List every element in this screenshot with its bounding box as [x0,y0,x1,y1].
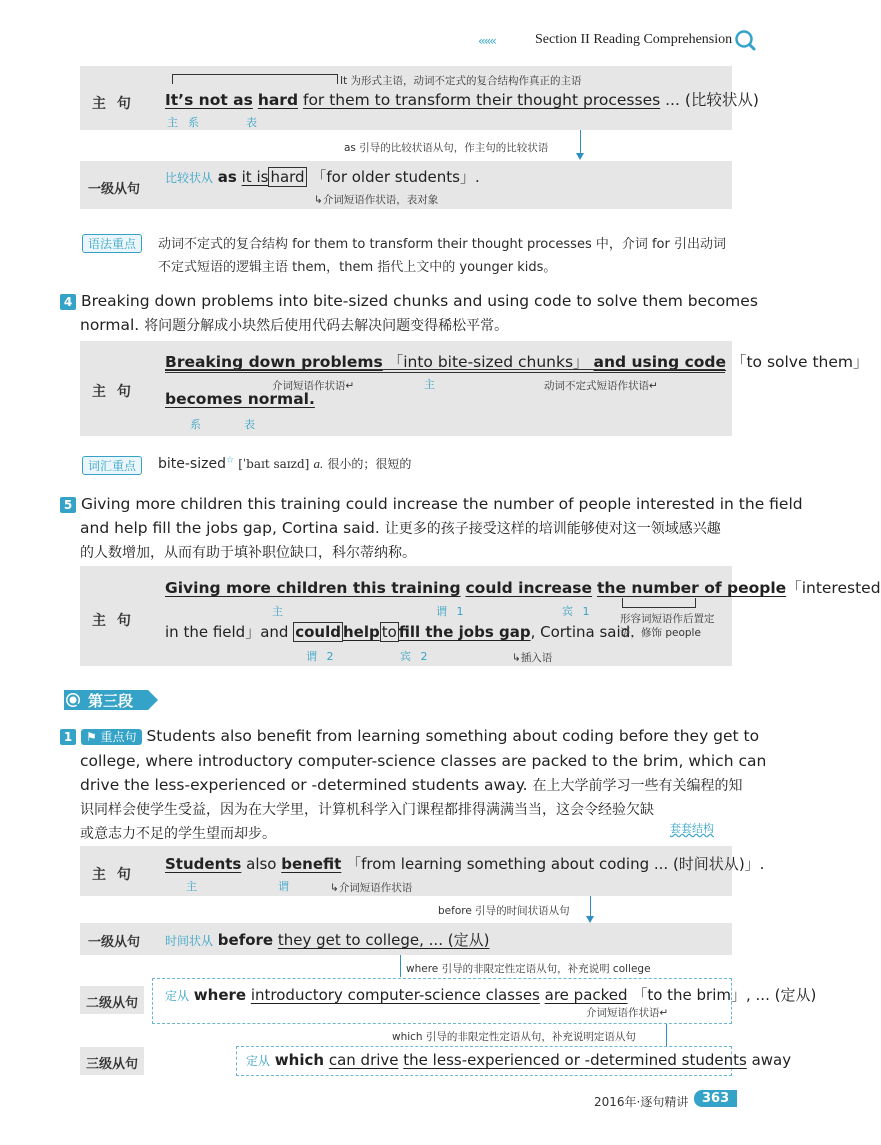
s3-sub2-packed: are packed [544,986,628,1004]
item5-r-zhu: 主 [272,605,286,618]
s3-sub3-sentence [246,1051,791,1069]
label-sub1: 一级从句 [88,182,141,197]
vocab-word: bite-sized [158,456,226,472]
item5-s-interested: 「interested [786,579,881,597]
item4-role-biao: 表 [244,418,258,431]
item5-s-to: to [381,623,397,641]
block1-sub-note: ↳介词短语作状语，表对象 [314,194,439,206]
s3-main-benefit: benefit [281,855,342,873]
s3-item1-cn-1: 在上大学前学习一些有关编程的知 [532,778,743,794]
label-main-s3: 主 句 [92,867,134,883]
grammar-line-2: 不定式短语的逻辑主语 them，them 指代上文中的 younger kids。 [158,260,557,275]
item5-r-bin1: 宾 1 [562,605,593,618]
sub-it-is: it is [241,168,269,186]
s3-item1-en-line2: college, where introductory computer-science classes are packed to the brim, which can [80,752,767,770]
label-sub3: 三级从句 [86,1057,139,1072]
s3-sub3-which: which [274,1051,325,1069]
vocab-phonetic: [ˈbaɪt saɪzd] [238,457,310,471]
sentence-for-them: for them to transform their thought processes [302,91,661,109]
s3-sub2-classes: introductory computer-science classes [250,986,540,1004]
s3-sub3-tag: 定从 [246,1054,271,1068]
item5-en-line1: Giving more children this training could increase the number of people interested in the field [80,495,803,513]
vocab-tag: 词汇重点 [82,456,142,475]
item4-sentence-line2 [165,390,315,408]
s3-main-sentence [165,853,764,874]
section3-header [60,688,160,712]
block1-link-line [580,130,581,155]
page-number: 363 [694,1090,737,1107]
label-sub2: 二级从句 [86,996,139,1011]
sentence-ellipsis: ... (比较状从) [665,91,759,109]
s3-sub3-away: away [751,1051,792,1069]
label-main-5: 主 句 [92,613,134,629]
sub-as: as [217,168,237,186]
s3-main-also: also [246,855,277,873]
s3-sub2-where: where [193,986,247,1004]
s3-link3-line [666,1024,667,1046]
s3-item1-en-line3: drive the less-experienced or -determined students away. [80,776,528,794]
block1-sub-sentence [165,166,480,187]
s3-link1-line [590,896,591,918]
s3-sub3-students: the less-experienced or -determined students [403,1051,747,1069]
vocab-pos: a. [313,456,324,471]
s3-link3-note: which 引导的非限定性定语从句，补充说明定语从句 [392,1031,636,1043]
s3-item1-text [60,724,767,846]
sub-tag-comparison: 比较状从 [165,171,214,185]
s3-item1-cn-2: 识同样会使学生受益，因为在大学里，计算机科学入门课程都排得满满当当，这会令经验欠缺 [80,802,654,818]
item5-s-cortina: , Cortina said. [530,623,635,641]
s3-item1-en-line1: Students also benefit from learning something about coding before they get to [146,727,760,745]
item4-s-becomes: becomes normal. [165,390,315,408]
search-icon [734,29,756,51]
s3-main-from: 「from learning something about coding ... (时间状从)」. [346,855,765,873]
s3-sub2-tag: 定从 [165,989,190,1003]
block1-link-note: as 引导的比较状语从句，作主句的比较状语 [344,142,549,154]
s3-sub1-before: before [217,931,274,949]
s3-main-note: ↳介词短语作状语 [330,882,413,894]
item4-s-using: and using code [593,353,727,371]
vocab-cn: 很小的；很短的 [327,457,412,471]
key-sentence-tag: ⚑ 重点句 [81,729,142,745]
item4-s-solve: 「to solve them」 [730,353,869,371]
block1-link-arrow [576,153,584,160]
section3-title: 第三段 [88,692,134,710]
s3-link2-line [400,955,401,977]
role-zhu: 主 [167,116,181,129]
s3-sub2-note: 介词短语作状语↵ [586,1007,669,1019]
grammar-line-1: 动词不定式的复合结构 for them to transform their thought processes 中，介词 for 引出动词 [158,237,726,252]
s3-main-r-zhu: 主 [186,880,200,893]
sentence-its-not: It’s not as [165,91,253,109]
s3-sub2-sentence [165,984,816,1005]
role-biao: 表 [246,116,260,129]
item5-sentence-line2 [165,621,635,642]
sentence-hard: hard [257,91,299,109]
item5-note-right: 形容词短语作后置定 语，修饰 people [620,613,715,639]
s3-link2-note: where 引导的非限定性定语从句，补充说明 college [406,963,651,975]
sub-rest: 「for older students」. [311,168,480,186]
sub-hard: hard [270,168,305,186]
grammar-tag: 语法重点 [82,234,142,253]
item4-note-left: 介词短语作状语↵ [272,380,355,392]
item4-s-breaking: Breaking down problems [165,353,383,371]
item4-role-xi: 系 [190,418,204,431]
item5-en-line2: and help fill the jobs gap, Cortina said. [80,519,380,537]
item5-bracket [622,598,696,608]
item4-num: 4 [60,294,76,310]
s3-sub1-they: they get to college, ... (定从) [277,931,490,949]
footer-text: 2016年·逐句精讲 [594,1095,689,1109]
item4-text [60,289,758,338]
s3-sub1-tag: 时间状从 [165,934,214,948]
header-arrows: ‹‹‹‹‹‹ [478,34,495,48]
block1-top-note: It 为形式主语，动词不定式的复合结构作真正的主语 [340,75,582,87]
item4-en-line1: Breaking down problems into bite-sized chunks and using code to solve them becomes [80,292,758,310]
item5-cn-1: 让更多的孩子接受这样的培训能够使对这一领域感兴趣 [384,521,721,537]
block1-top-bracket [172,74,338,84]
item5-sentence-line1 [165,576,881,598]
item4-s-into: 「into bite-sized chunks」 [387,353,589,371]
s3-item1-num: 1 [60,729,76,745]
item5-s-field: in the field」and [165,623,289,641]
section-title: Section II Reading Comprehension [535,32,733,47]
s3-main-r-wei: 谓 [278,880,292,893]
item4-double-line [165,369,725,373]
s3-link1-note: before 引导的时间状语从句 [438,905,570,917]
label-main: 主 句 [92,96,134,112]
item4-role-zhu: 主 [424,378,438,391]
block1-sentence [165,88,759,110]
vocab-entry [158,455,411,472]
item5-s-could-increase: could increase [465,579,593,597]
item5-s-giving: Giving more children this training [165,579,461,597]
label-main-4: 主 句 [92,384,134,400]
item5-num: 5 [60,497,76,513]
s3-sub2-brim: 「to the brim」, ... (定从) [632,986,817,1004]
s3-sub3-drive: can drive [328,1051,399,1069]
s3-main-students: Students [165,855,242,873]
item5-s-number: the number of people [597,579,787,597]
item5-s-fill: fill the jobs gap [398,623,531,641]
item5-r-bin2: 宾 2 [400,650,431,663]
item4-cn: 将问题分解成小块然后使用代码去解决问题变得稀松平常。 [144,318,509,334]
item5-s-could: could [295,623,341,641]
fixed-structure-tag: 套套结构 [670,822,714,835]
item5-r-wei2: 谓 2 [306,650,337,663]
item5-cn-2: 的人数增加，从而有助于填补职位缺口，科尔蒂纳称。 [80,545,416,561]
vocab-star: ☆ [225,455,235,466]
s3-sub1-sentence [165,929,489,950]
item5-note-insert: ↳插入语 [512,652,553,664]
item4-note-right: 动词不定式短语作状语↵ [544,380,658,392]
item5-r-wei1: 谓 1 [436,605,467,618]
item4-en-line2: normal. [80,316,140,334]
s3-item1-cn-3: 或意志力不足的学生望而却步。 [80,826,276,842]
s3-link1-arrow [586,916,594,923]
label-sub1-s3: 一级从句 [88,935,141,950]
role-xi: 系 [188,116,202,129]
item5-text [60,492,803,565]
item5-s-help: help [342,623,380,641]
